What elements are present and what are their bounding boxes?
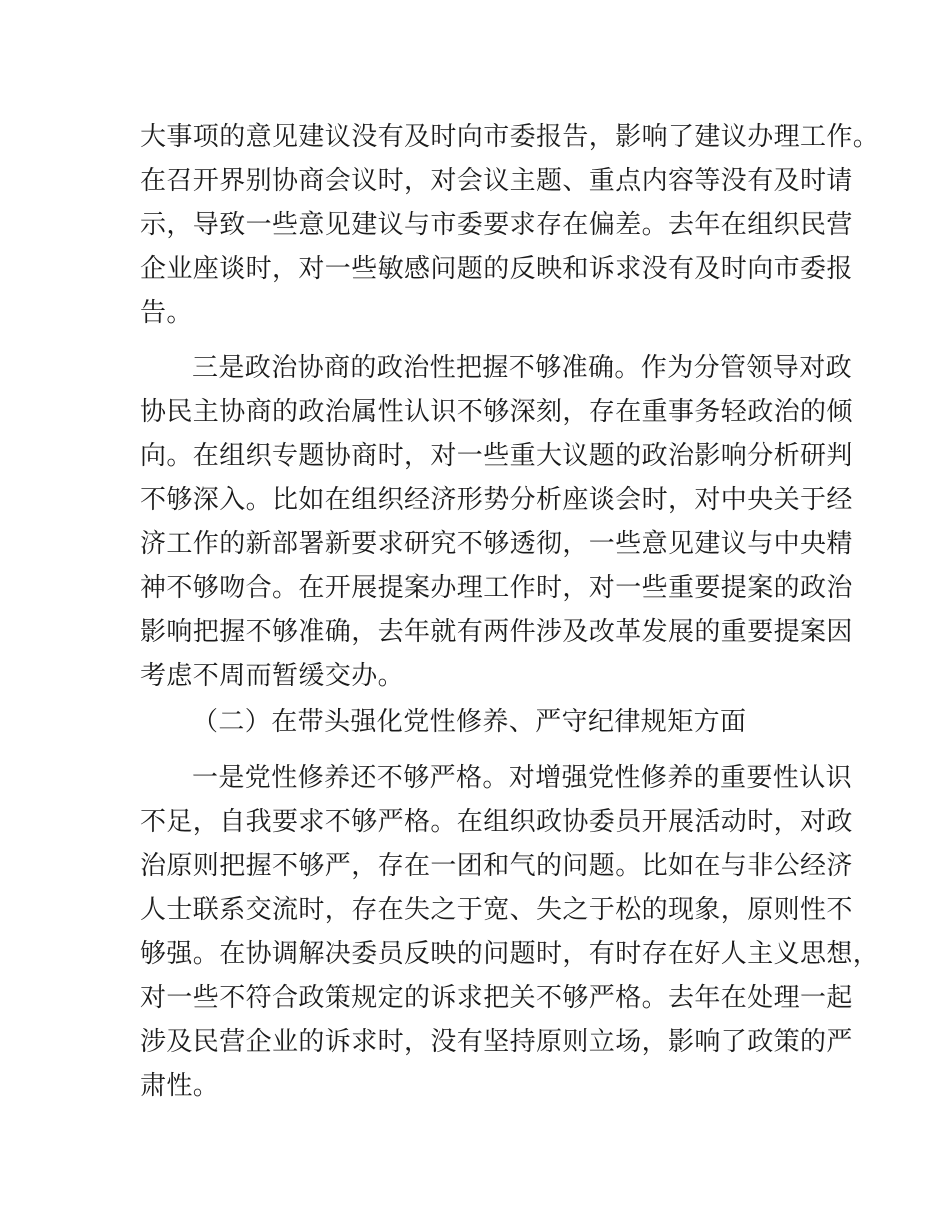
text-line: 告。 <box>140 298 193 328</box>
text-line: 治原则把握不够严，存在一团和气的问题。比如在与非公经济 <box>140 851 853 881</box>
paragraph-start-line: 一是党性修养还不够严格。对增强党性修养的重要性认识 <box>192 763 853 793</box>
text-line: 济工作的新部署新要求研究不够透彻，一些意见建议与中央精 <box>140 529 853 559</box>
text-line: 对一些不符合政策规定的诉求把关不够严格。去年在处理一起 <box>140 983 853 1013</box>
text-line: 人士联系交流时，存在失之于宽、失之于松的现象，原则性不 <box>140 895 853 925</box>
section-heading: （二）在带头强化党性修养、严守纪律规矩方面 <box>192 707 747 737</box>
text-line: 向。在组织专题协商时，对一些重大议题的政治影响分析研判 <box>140 441 853 471</box>
text-line: 大事项的意见建议没有及时向市委报告，影响了建议办理工作。 <box>140 122 880 152</box>
text-line: 示，导致一些意见建议与市委要求存在偏差。去年在组织民营 <box>140 210 853 240</box>
text-line: 企业座谈时，对一些敏感问题的反映和诉求没有及时向市委报 <box>140 254 853 284</box>
text-line: 不足，自我要求不够严格。在组织政协委员开展活动时，对政 <box>140 807 853 837</box>
text-line: 肃性。 <box>140 1071 220 1101</box>
text-line: 协民主协商的政治属性认识不够深刻，存在重事务轻政治的倾 <box>140 397 853 427</box>
text-line: 够强。在协调解决委员反映的问题时，有时存在好人主义思想， <box>140 939 880 969</box>
text-line: 涉及民营企业的诉求时，没有坚持原则立场，影响了政策的严 <box>140 1027 853 1057</box>
text-line: 神不够吻合。在开展提案办理工作时，对一些重要提案的政治 <box>140 573 853 603</box>
text-line: 考虑不周而暂缓交办。 <box>140 661 405 691</box>
text-line: 在召开界别协商会议时，对会议主题、重点内容等没有及时请 <box>140 166 853 196</box>
text-line: 影响把握不够准确，去年就有两件涉及改革发展的重要提案因 <box>140 617 853 647</box>
paragraph-start-line: 三是政治协商的政治性把握不够准确。作为分管领导对政 <box>192 353 853 383</box>
text-line: 不够深入。比如在组织经济形势分析座谈会时，对中央关于经 <box>140 485 853 515</box>
